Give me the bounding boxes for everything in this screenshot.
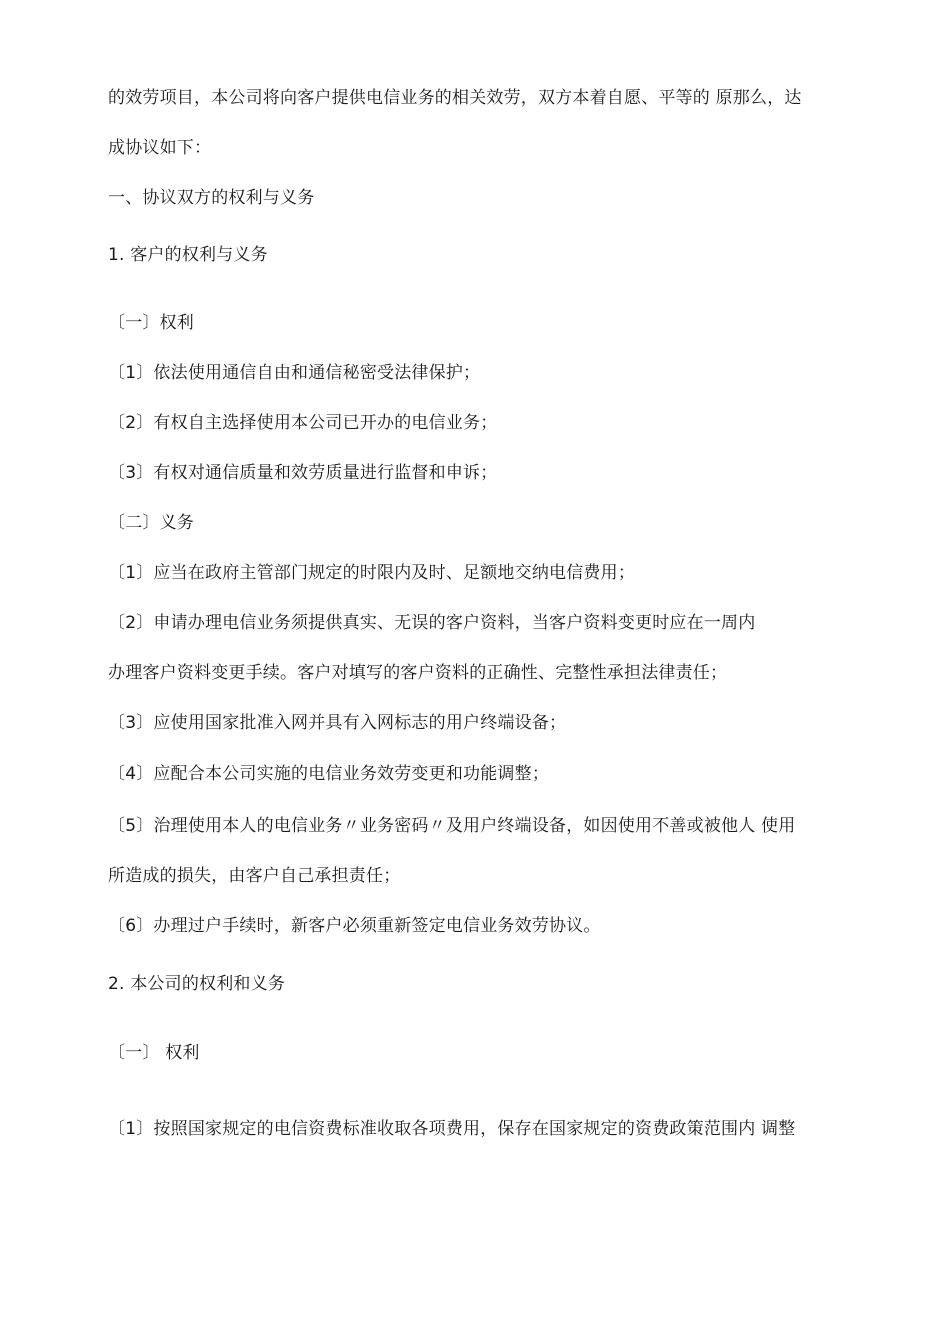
- list-item: 〔4〕应配合本公司实施的电信业务效劳变更和功能调整；: [108, 764, 550, 784]
- paragraph-line: 的效劳项目，本公司将向客户提供电信业务的相关效劳，双方本着自愿、平等的 原那么，达: [108, 88, 802, 108]
- list-item: 〔2〕有权自主选择使用本公司已开办的电信业务；: [108, 413, 498, 433]
- section-heading: 一、协议双方的权利与义务: [108, 188, 315, 208]
- list-item-continuation: 所造成的损失，由客户自己承担责任；: [108, 866, 401, 886]
- list-item: 〔1〕应当在政府主管部门规定的时限内及时、足额地交纳电信费用；: [108, 563, 636, 583]
- list-item: 〔6〕办理过户手续时，新客户必须重新签定电信业务效劳协议。: [108, 916, 601, 936]
- subsection-heading: 1. 客户的权利与义务: [108, 245, 268, 265]
- subsection-heading: 2. 本公司的权利和义务: [108, 974, 286, 994]
- clause-heading: 〔二〕义务: [108, 513, 194, 533]
- clause-heading: 〔一〕 权利: [108, 1043, 200, 1063]
- list-item: 〔3〕应使用国家批准入网并具有入网标志的用户终端设备；: [108, 713, 567, 733]
- list-item: 〔2〕申请办理电信业务须提供真实、无误的客户资料，当客户资料变更时应在一周内: [108, 613, 756, 633]
- list-item: 〔5〕治理使用本人的电信业务〃业务密码〃及用户终端设备，如因使用不善或被他人 使用: [108, 816, 796, 836]
- list-item-continuation: 办理客户资料变更手续。客户对填写的客户资料的正确性、完整性承担法律责任；: [108, 663, 728, 683]
- list-item: 〔3〕有权对通信质量和效劳质量进行监督和申诉；: [108, 463, 498, 483]
- clause-heading: 〔一〕权利: [108, 313, 194, 333]
- list-item: 〔1〕按照国家规定的电信资费标准收取各项费用，保存在国家规定的资费政策范围内 调整: [108, 1119, 796, 1139]
- list-item: 〔1〕依法使用通信自由和通信秘密受法律保护；: [108, 363, 481, 383]
- paragraph-line: 成协议如下：: [108, 138, 212, 158]
